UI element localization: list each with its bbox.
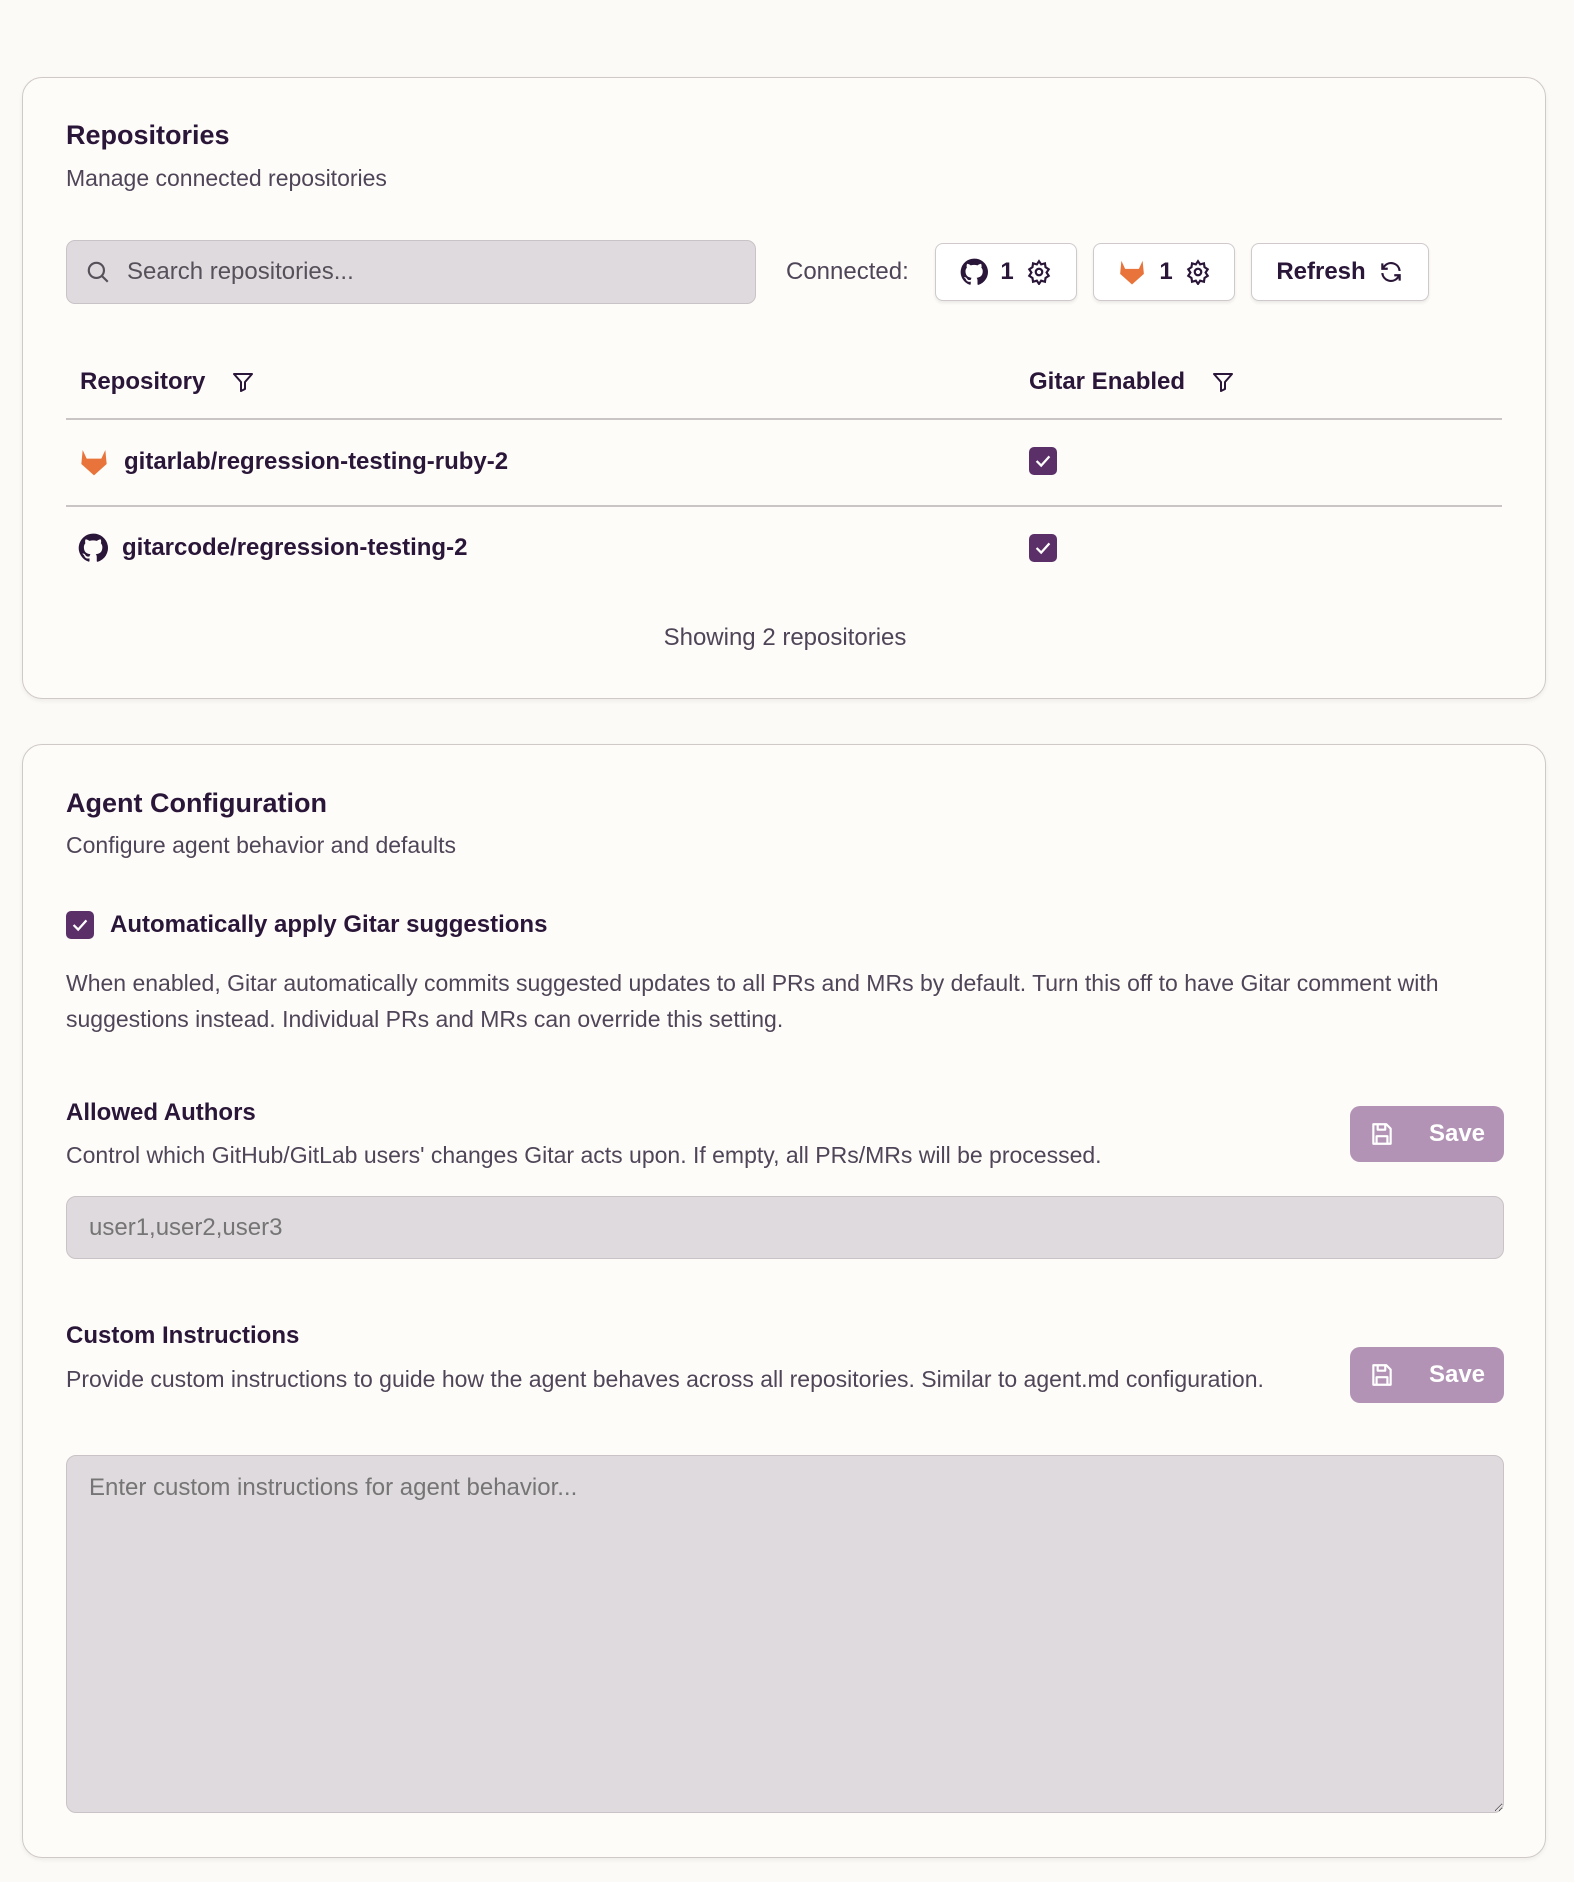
column-label: Repository <box>80 368 206 395</box>
save-icon <box>1369 1121 1395 1147</box>
column-header-repository <box>80 368 255 396</box>
gear-icon <box>1185 259 1211 285</box>
allowed-authors-description: Control which GitHub/GitLab users' changes Gitar acts upon. If empty, all PRs/MRs will be processed. <box>66 1142 1102 1168</box>
custom-instructions-textarea[interactable] <box>66 1455 1504 1813</box>
github-icon <box>78 533 108 563</box>
save-allowed-authors-button[interactable] <box>1350 1106 1504 1162</box>
search-box[interactable] <box>66 240 756 304</box>
save-custom-instructions-button[interactable] <box>1350 1347 1504 1403</box>
column-label: Gitar Enabled <box>1029 368 1186 395</box>
gitar-enabled-checkbox[interactable] <box>1029 447 1057 475</box>
refresh-button[interactable] <box>1251 243 1429 301</box>
github-count: 1 <box>1000 258 1014 285</box>
github-connection-button[interactable] <box>935 243 1077 301</box>
repository-name[interactable]: gitarcode/regression-testing-2 <box>122 534 468 561</box>
search-icon <box>85 259 111 285</box>
gitlab-count: 1 <box>1159 258 1173 285</box>
repositories-subtitle: Manage connected repositories <box>66 165 387 191</box>
allowed-authors-input[interactable] <box>66 1196 1504 1259</box>
connected-label: Connected: <box>786 258 909 285</box>
table-row <box>78 533 467 563</box>
github-icon <box>960 258 988 286</box>
filter-icon[interactable] <box>1211 370 1235 394</box>
gear-icon <box>1026 259 1052 285</box>
search-input[interactable] <box>127 258 727 286</box>
repositories-count: Showing 2 repositories <box>663 624 907 651</box>
gitlab-icon <box>78 446 110 478</box>
refresh-label: Refresh <box>1276 258 1366 285</box>
save-icon <box>1369 1362 1395 1388</box>
auto-apply-label: Automatically apply Gitar suggestions <box>110 911 548 938</box>
repository-name[interactable]: gitarlab/regression-testing-ruby-2 <box>124 448 509 475</box>
divider <box>66 418 1502 420</box>
agent-title: Agent Configuration <box>66 788 327 818</box>
refresh-icon <box>1378 259 1404 285</box>
repositories-card <box>22 77 1546 699</box>
custom-instructions-description: Provide custom instructions to guide how the agent behaves across all repositories. Similar to agent.md configuration. <box>66 1366 1264 1392</box>
auto-apply-description: When enabled, Gitar automatically commits suggested updates to all PRs and MRs by default. Turn this off to have Gitar comment with suggestions instead. Individual PRs and MRs can override this setting. <box>66 970 1439 1032</box>
gitar-enabled-checkbox[interactable] <box>1029 534 1057 562</box>
auto-apply-option[interactable] <box>66 911 547 939</box>
agent-configuration-card <box>22 744 1546 1858</box>
gitlab-icon <box>1117 257 1147 287</box>
allowed-authors-title: Allowed Authors <box>66 1099 256 1126</box>
column-header-gitar-enabled <box>1029 368 1235 396</box>
auto-apply-checkbox[interactable] <box>66 911 94 939</box>
agent-subtitle: Configure agent behavior and defaults <box>66 832 457 858</box>
table-row <box>78 446 508 478</box>
gitlab-connection-button[interactable] <box>1093 243 1235 301</box>
save-label: Save <box>1428 1120 1486 1147</box>
save-label: Save <box>1428 1361 1486 1388</box>
divider <box>66 505 1502 507</box>
custom-instructions-title: Custom Instructions <box>66 1322 300 1349</box>
repositories-title: Repositories <box>66 120 230 150</box>
filter-icon[interactable] <box>231 370 255 394</box>
